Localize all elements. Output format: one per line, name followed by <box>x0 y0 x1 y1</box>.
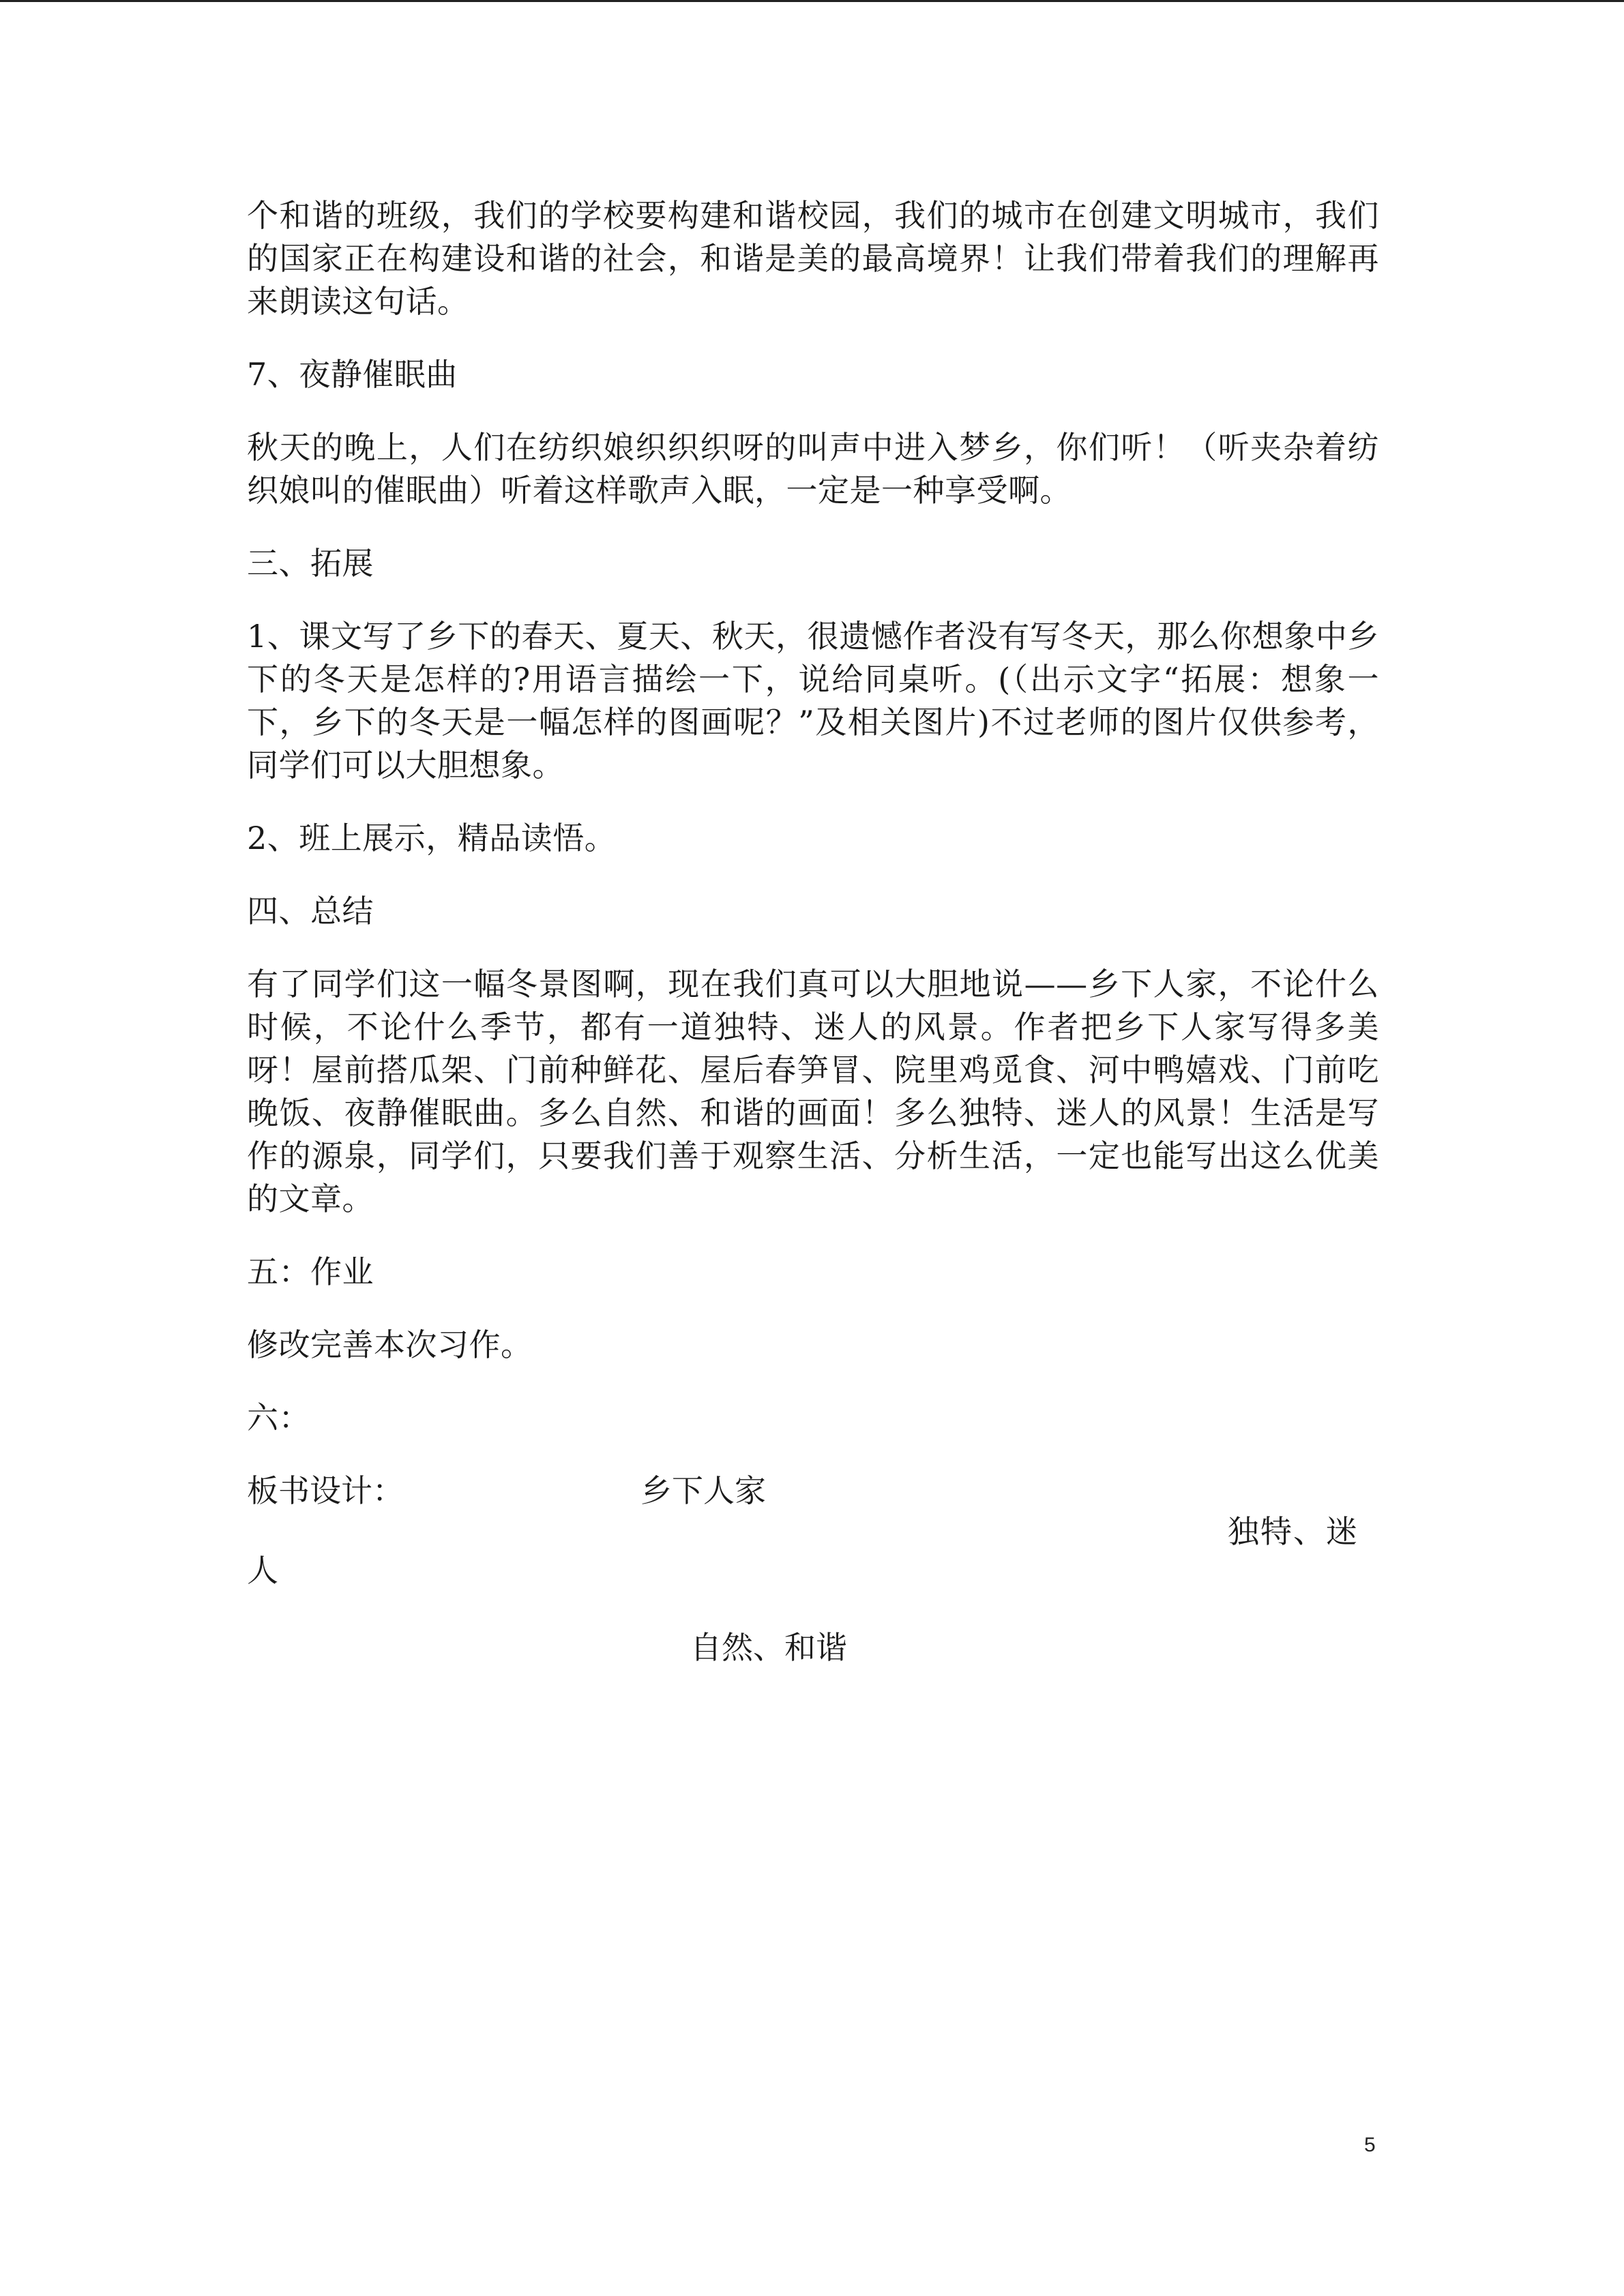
top-border-line <box>0 0 1624 2</box>
heading-homework: 五：作业 <box>247 1253 374 1290</box>
board-design-title: 乡下人家 <box>640 1472 766 1509</box>
board-design-unique: 独特、迷 <box>1228 1513 1359 1550</box>
board-design-label: 板书设计： <box>247 1472 404 1509</box>
heading-summary: 四、总结 <box>247 893 374 929</box>
heading-extension: 三、拓展 <box>247 545 374 582</box>
paragraph-harmony: 个和谐的班级，我们的学校要构建和谐校园，我们的城市在创建文明城市，我们的国家正在构建设和谐的社会，和谐是美的最高境界！让我们带着我们的理解再来朗读这句话。 <box>247 197 1379 320</box>
paragraph-summary: 有了同学们这一幅冬景图啊，现在我们真可以大胆地说——乡下人家，不论什么时候，不论什么季节，都有一道独特、迷人的风景。作者把乡下人家写得多美呀！屋前搭瓜架、门前种鲜花、屋后春笋冒、院里鸡觅食、河中鸭嬉戏、门前吃晚饭、夜静催眠曲。多么自然、和谐的画面！多么独特、迷人的风景！生活是写作的源泉，同学们，只要我们善于观察生活、分析生活，一定也能写出这么优美的文章。 <box>247 966 1379 1217</box>
page-number: 5 <box>1364 2134 1376 2156</box>
paragraph-homework: 修改完善本次习作。 <box>247 1326 533 1363</box>
page-content <box>247 194 1379 1674</box>
paragraph-winter-imagine: 1、课文写了乡下的春天、夏天、秋天，很遗憾作者没有写冬天，那么你想象中乡下的冬天是怎样的?用语言描绘一下，说给同桌听。(（出示文字“拓展：想象一下，乡下的冬天是一幅怎样的图画呢？”及相关图片)不过老师的图片仅供参考，同学们可以大胆想象。 <box>247 618 1379 784</box>
heading-six: 六： <box>247 1399 310 1436</box>
board-design-unique-wrap: 人 <box>247 1552 278 1589</box>
paragraph-class-show: 2、班上展示，精品读悟。 <box>247 820 617 856</box>
paragraph-autumn-night: 秋天的晚上，人们在纺织娘织织织呀的叫声中进入梦乡，你们听！（听夹杂着纺织娘叫的催眠曲）听着这样歌声入眠，一定是一种享受啊。 <box>247 429 1379 509</box>
board-design-harmony: 自然、和谐 <box>690 1629 847 1666</box>
board-design <box>247 1470 1379 1674</box>
heading-night-lullaby: 7、夜静催眠曲 <box>247 356 458 393</box>
